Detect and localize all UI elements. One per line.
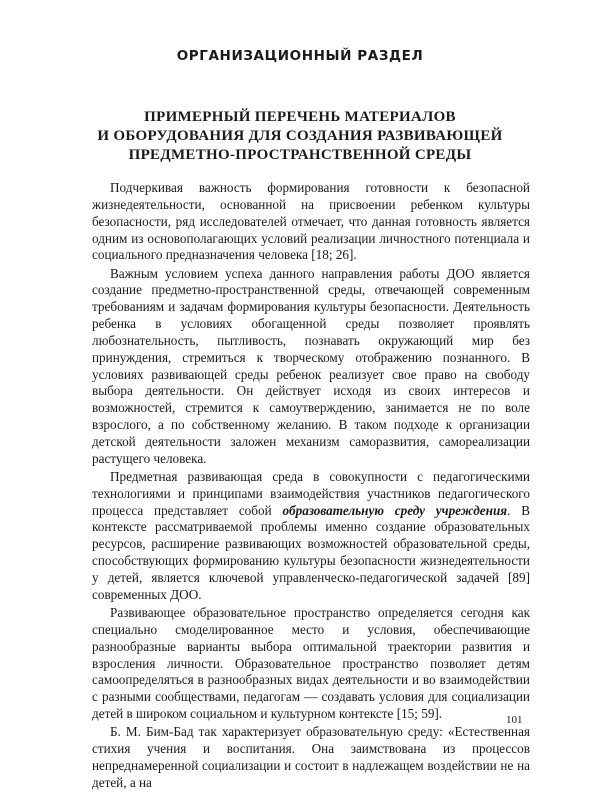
paragraph [92,469,530,604]
title-line: ПРЕДМЕТНО-ПРОСТРАНСТВЕННОЙ СРЕДЫ [128,147,472,163]
page-number: 101 [506,714,523,726]
paragraph: Важным условием успеха данного направления работы ДОО является создание предметно-пространственной среды, отвечающей современным требованиям и задачам формирования культуры безопасности. Деятельность ребенка в условиях обогащенной среды позволяет проявлять любознательность, пытливость, познавать окружающий мир без принуждения, стремиться к творческому отображению познанного. В условиях развивающей среды ребенок реализует свое право на свободу выбора деятельности. Он действует исходя из своих интересов и возможностей, стремится к самоутверждению, занимается не по воле взрослого, а по собственному желанию. В таком подходе к организации детской деятельности заложен механизм саморазвития, самореализации растущего человека. [92,265,530,466]
title-line: ПРИМЕРНЫЙ ПЕРЕЧЕНЬ МАТЕРИАЛОВ [144,109,456,125]
paragraph: Развивающее образовательное пространство определяется сегодня как специально смоделированное место и условия, обеспечивающие разнообразные варианты выбора оптимальной траектории развития и взросления личности. Образовательное пространство позволяет детям самоопределяться в разнообразных видах деятельности и во взаимодействии с разными сообществами, педагогам — создавать условия для социализации детей в широком социальном и культурном контексте [15; 59]. [92,604,530,722]
chapter-title [60,108,540,165]
paragraph: Б. М. Бим-Бад так характеризует образовательную среду: «Естественная стихия учения и воспитания. Она заимствована из процессов непреднамеренной социализации и состоит в надлежащем воздействии не на детей, а на [92,724,530,790]
paragraph: Подчеркивая важность формирования готовности к безопасной жизнедеятельности, основанной на присвоении ребенком культуры безопасности, ряд исследователей отмечает, что данная готовность является одним из основополагающих условий реализации личностного потенциала и социального предназначения человека [18; 26]. [92,180,530,263]
emphasized-term: образовательную среду учреждения [282,502,508,518]
title-line: И ОБОРУДОВАНИЯ ДЛЯ СОЗДАНИЯ РАЗВИВАЮЩЕЙ [97,128,503,144]
paragraph-text: . В контексте рассматриваемой проблемы именно создание образовательных ресурсов, расширение развивающих возможностей образовательной среды, способствующих формированию культуры безопасности жизнедеятельности у детей, является ключевой управленческо-педагогической задачей [89] современных ДОО. [92,502,531,602]
body-text [92,180,530,793]
section-header: ОРГАНИЗАЦИОННЫЙ РАЗДЕЛ [176,48,424,64]
paragraph-text: Предметная развивающая среда в совокупности с педагогическими технологиями и принципами взаимодействия участников педагогического процесса представляет собой [92,468,530,518]
